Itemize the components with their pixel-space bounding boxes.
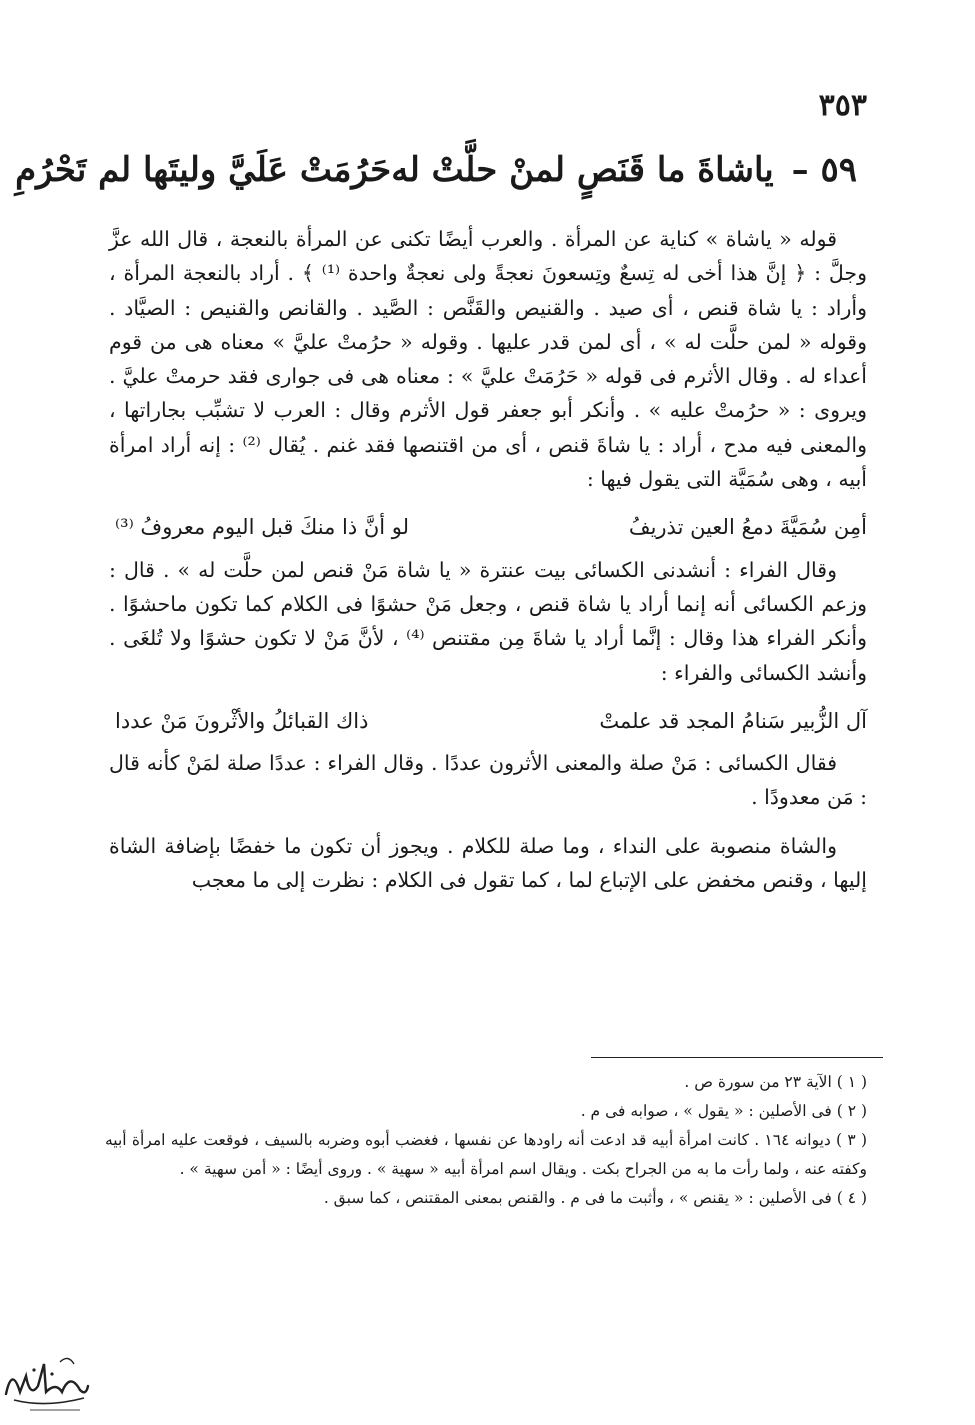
footnote-2: ( ٢ ) فى الأصلين : « يقول » ، صوابه فى م . — [580, 1102, 867, 1120]
poem-line-1 — [109, 510, 867, 544]
footnote-1: ( ١ ) الآية ٢٣ من سورة ص . — [684, 1073, 867, 1091]
middle-paragraph: وقال الفراء : أنشدنى الكسائى بيت عنترة « يا شاة مَنْ قنص لمن حلَّت له » . قال : وزعم الكسائى أنه إنما أراد يا شاة قنص ، وجعل مَنْ حشوًا فى الكلام كما تكون ماحشوًا . وأنكر الفراء هذا وقال : إنَّما أراد يا شاةَ مِن مقتنص ⁽⁴⁾ ، لأنَّ مَنْ لا تكون حشوًا ولا تُلغَى . وأنشد الكسائى والفراء : — [109, 557, 867, 685]
poem-2-first-hemistich: آل الزُّبير سَنامُ المجد قد علمتْ — [599, 708, 867, 733]
poem-line-2 — [109, 704, 867, 738]
footnote-4: ( ٤ ) فى الأصلين : « يقنص » ، وأثبت ما فى م . والقنص بمعنى المقتنص ، كما سبق . — [323, 1189, 867, 1207]
page-number: ٣٥٣ — [818, 88, 867, 123]
footnotes — [105, 1068, 867, 1213]
publisher-logo — [0, 1346, 92, 1418]
footnote-3: ( ٣ ) ديوانه ١٦٤ . كانت امرأة أبيه قد ادعت أنه راودها عن نفسها ، فغضب أبوه وضربه بالسيف ، فوقعت عليه امرأة أبيه وكفته عنه ، ولما رأت ما به من الجراح بكت . ويقال اسم امرأة أبيه « سهية » . وروى أيضًا : « أمن سهية » . — [105, 1131, 867, 1178]
calligraphy-logo-icon — [0, 1346, 92, 1418]
poem-1-first-hemistich: أمِن سُمَيَّةَ دمعُ العين تذريفُ — [628, 515, 867, 540]
verse-second-hemistich: حَرُمَتْ عَلَيَّ وليتَها لم تَحْرُمِ — [15, 150, 392, 190]
poem-1-second-hemistich: لو أنَّ ذا منكَ قبل اليوم معروفُ ⁽³⁾ — [115, 515, 410, 540]
verse-first-hemistich — [391, 150, 857, 190]
commentary-paragraph: قوله « ياشاة » كناية عن المرأة . والعرب أيضًا تكنى عن المرأة بالنعجة ، قال الله عزَّ وجلَّ : ﴿ إنَّ هذا أخى له تِسعٌ وتِسعونَ نعجةً ولى نعجةٌ واحدة ⁽¹⁾ ﴾ . أراد بالنعجة المرأة ، وأراد : يا شاة قنص ، أى صيد . والقنيص والقَنَّص : الصَّيد . والقانص والقنيص : الصيَّاد . وقوله « لمن حلَّت له » ، أى لمن قدر عليها . وقوله « حرُمتْ عليَّ » معناه هى من قوم أعداء له . وقال الأثرم فى قوله « حَرُمَتْ عليَّ » : معناه هى فى جوارى فقد حرمتْ عليَّ . ويروى : « حرُمتْ عليه » . وأنكر أبو جعفر قول الأثرم وقال : العرب لا تشبِّب بجاراتها ، والمعنى فيه مدح ، أراد : يا شاةَ قنص ، أى من اقتنصها فقد غنم . يُقال ⁽²⁾ : إنه أراد امرأة أبيه ، وهى سُمَيَّة التى يقول فيها : — [109, 227, 867, 492]
footnote-divider — [591, 1057, 883, 1058]
poem-2-second-hemistich: ذاك القبائلُ والأثْرونَ مَنْ عددا — [115, 708, 369, 733]
commentary-body — [109, 222, 867, 897]
after-poem-paragraph-1: فقال الكسائى : مَنْ صلة والمعنى الأثرون عددًا . وقال الفراء : عددًا صلة لمَنْ كأنه قال : مَن معدودًا . — [109, 751, 867, 810]
after-poem-paragraph-2: والشاة منصوبة على النداء ، وما صلة للكلام . ويجوز أن تكون ما خفضًا بإضافة الشاة إليها ، وقنص مخفض على الإتباع لما ، كما تقول فى الكلام : نظرت إلى ما معجب — [109, 833, 867, 893]
verse-heading — [15, 150, 857, 190]
verse-number: ٥٩ – — [791, 150, 857, 190]
verse-first-text: ياشاةَ ما قَنَصٍ لمنْ حلَّتْ له — [391, 150, 774, 190]
